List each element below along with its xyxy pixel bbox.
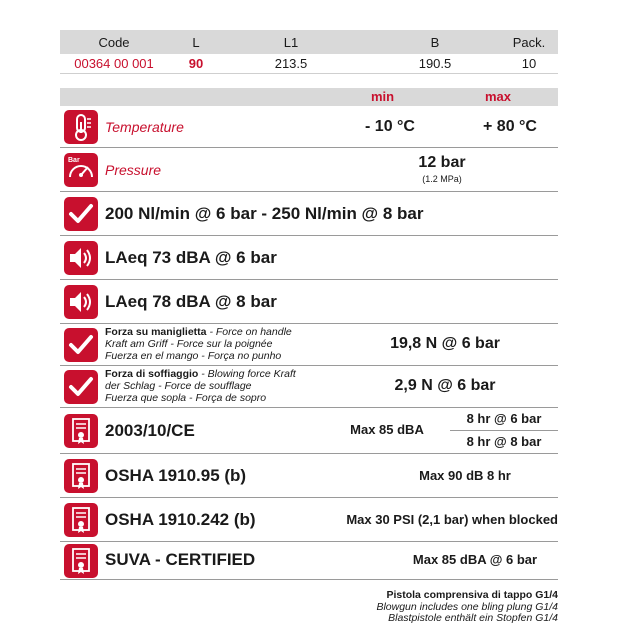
minmax-header — [60, 88, 558, 106]
osha-242-value: Max 30 PSI (2,1 bar) when blocked — [346, 512, 558, 527]
pressure-row — [60, 148, 558, 192]
value-code: 00364 00 001 — [74, 56, 154, 71]
thermometer-icon — [64, 110, 98, 144]
blow-force-line2: der Schlag - Force de soufflage — [105, 380, 252, 392]
check-icon — [64, 370, 98, 404]
blow-force-label — [105, 368, 296, 404]
min-label: min — [371, 89, 395, 104]
blow-force-line1-italic: - Blowing force Kraft — [198, 368, 296, 380]
spec-table-header — [60, 30, 558, 54]
note-line3: Blastpistole enthält ein Stopfen G1/4 — [388, 612, 558, 624]
osha-95-text: OSHA 1910.95 (b) — [105, 466, 247, 485]
header-L: L — [192, 34, 200, 50]
noise-8-text: LAeq 78 dBA @ 8 bar — [105, 292, 277, 311]
certificate-icon — [64, 459, 98, 493]
value-pack: 10 — [521, 56, 537, 71]
directive-row — [60, 408, 558, 454]
handle-force-line2: Kraft am Griff - Force sur la poignée — [105, 338, 273, 350]
pressure-label: Pressure — [105, 162, 162, 178]
osha-95-value: Max 90 dB 8 hr — [419, 468, 511, 483]
blow-force-line3: Fuerza que sopla - Força de sopro — [105, 392, 267, 404]
speaker-icon — [64, 241, 98, 275]
header-pack: Pack. — [512, 34, 546, 50]
airflow-text: 200 Nl/min @ 6 bar - 250 Nl/min @ 8 bar — [105, 204, 424, 223]
handle-force-label — [105, 326, 292, 362]
handle-force-row — [60, 324, 558, 366]
suva-row — [60, 542, 558, 580]
noise-6-text: LAeq 73 dBA @ 6 bar — [105, 248, 277, 267]
speaker-icon — [64, 285, 98, 319]
directive-hr8: 8 hr @ 8 bar — [466, 434, 542, 449]
accessory-note — [376, 590, 558, 625]
temperature-label: Temperature — [105, 119, 184, 135]
gauge-icon — [64, 153, 98, 187]
certificate-icon — [64, 414, 98, 448]
header-L1: L1 — [283, 34, 299, 50]
header-B: B — [430, 34, 440, 50]
osha-242-text: OSHA 1910.242 (b) — [105, 510, 256, 529]
note-line1: Pistola comprensiva di tappo G1/4 — [386, 589, 558, 601]
note-line2: Blowgun includes one bling plung G1/4 — [376, 600, 558, 613]
check-icon — [64, 197, 98, 231]
check-icon — [64, 328, 98, 362]
directive-hr6: 8 hr @ 6 bar — [466, 411, 542, 426]
certificate-icon — [64, 503, 98, 537]
blow-force-row — [60, 366, 558, 408]
suva-text: SUVA - CERTIFIED — [105, 550, 256, 569]
value-B: 190.5 — [418, 56, 452, 71]
handle-force-value: 19,8 N @ 6 bar — [390, 335, 500, 352]
pressure-sub: (1.2 MPa) — [422, 174, 462, 184]
directive-max: Max 85 dBA — [350, 422, 424, 437]
gauge-text: Bar — [68, 157, 80, 164]
blow-force-line1-bold: Forza di soffiaggio — [105, 368, 199, 380]
spec-table-row — [60, 54, 558, 74]
value-L1: 213.5 — [274, 56, 308, 71]
airflow-row — [60, 192, 558, 236]
pressure-value: 12 bar — [418, 154, 466, 171]
handle-force-line3: Fuerza en el mango - Força no punho — [105, 350, 282, 362]
directive-text: 2003/10/CE — [105, 421, 195, 440]
suva-value: Max 85 dBA @ 6 bar — [412, 552, 538, 567]
max-label: max — [485, 89, 512, 104]
noise-6-row — [60, 236, 558, 280]
osha-95-row — [60, 454, 558, 498]
osha-242-row — [60, 498, 558, 542]
directive-hr6-cell — [450, 408, 558, 431]
noise-8-row — [60, 280, 558, 324]
temperature-min: - 10 °C — [365, 118, 415, 135]
header-code: Code — [98, 34, 130, 50]
handle-force-line1-italic: - Force on handle — [206, 326, 292, 338]
certificate-icon — [64, 544, 98, 578]
value-L: 90 — [188, 56, 204, 71]
temperature-max: + 80 °C — [483, 118, 537, 135]
temperature-row — [60, 106, 558, 148]
handle-force-line1-bold: Forza su maniglietta — [105, 326, 207, 338]
blow-force-value: 2,9 N @ 6 bar — [394, 377, 496, 394]
